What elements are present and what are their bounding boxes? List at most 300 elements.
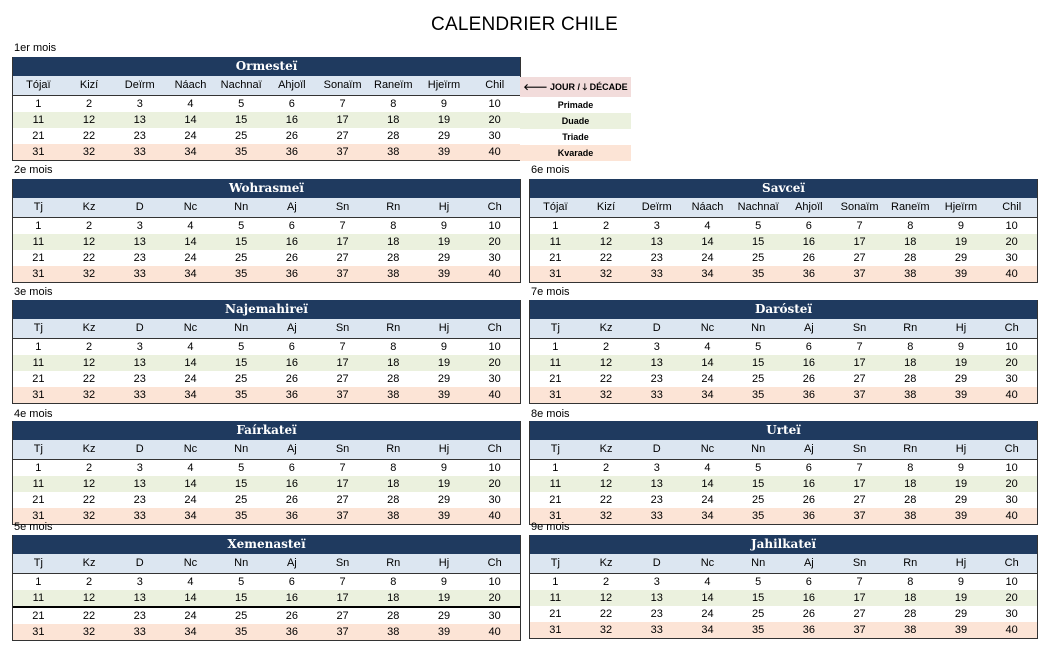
day-cell: 12 [82, 114, 96, 126]
day-cell: 4 [704, 576, 711, 588]
day-cell: 38 [387, 146, 400, 158]
day-cell: 34 [701, 268, 714, 280]
decade-row [13, 144, 520, 160]
day-cell: 17 [853, 357, 866, 369]
day-cell: 15 [752, 357, 765, 369]
day-cell: 21 [549, 494, 562, 506]
day-cell: 9 [440, 462, 448, 474]
weekday-name: Deïrm [124, 79, 155, 91]
weekday-name: Nn [751, 443, 766, 455]
day-cell: 18 [904, 592, 917, 604]
weekday-name: D [135, 322, 144, 334]
day-cell: 40 [1005, 268, 1018, 280]
day-cell: 28 [904, 494, 917, 506]
day-cell: 5 [755, 341, 762, 353]
day-cell: 6 [805, 341, 812, 353]
decade-row [13, 492, 520, 508]
day-cell: 20 [1005, 236, 1018, 248]
day-cell: 10 [488, 576, 501, 588]
day-cell: 38 [904, 389, 917, 401]
day-cell: 4 [187, 462, 194, 474]
weekday-name: D [135, 443, 144, 455]
day-cell: 18 [904, 478, 917, 490]
weekday-name: Sonaïm [840, 201, 879, 213]
day-cell: 2 [85, 576, 93, 588]
day-cell: 30 [488, 373, 501, 385]
day-cell: 8 [390, 462, 397, 474]
month-name: Najemahireï [13, 300, 520, 319]
weekday-name: Ch [487, 443, 502, 455]
month-table [12, 57, 521, 161]
day-cell: 19 [954, 592, 968, 604]
day-cell: 8 [907, 220, 914, 232]
month-table [12, 421, 521, 525]
weekday-name: Sonaïm [323, 79, 362, 91]
weekday-name: Tj [550, 443, 560, 455]
day-cell: 37 [336, 626, 349, 638]
day-cell: 3 [653, 576, 660, 588]
month-name: Jahilkateï [530, 535, 1037, 554]
weekday-name: Aj [286, 201, 297, 213]
weekday-name: Nn [234, 201, 249, 213]
day-cell: 37 [336, 510, 349, 522]
month-table [529, 535, 1038, 639]
day-cell: 22 [599, 373, 613, 385]
day-cell: 21 [32, 610, 45, 622]
weekday-header-row [530, 319, 1037, 339]
day-cell: 37 [336, 268, 349, 280]
day-cell: 33 [133, 626, 146, 638]
day-cell: 29 [437, 252, 451, 264]
weekday-name: Kz [599, 557, 613, 569]
weekday-name: Kz [82, 322, 96, 334]
day-cell: 32 [82, 389, 96, 401]
day-cell: 38 [387, 510, 400, 522]
weekday-name: Aj [286, 443, 297, 455]
month-number-label: 8e mois [531, 408, 570, 420]
day-cell: 23 [133, 373, 146, 385]
day-cell: 37 [336, 146, 349, 158]
day-cell: 36 [285, 389, 298, 401]
day-cell: 26 [285, 610, 298, 622]
weekday-name: D [652, 443, 661, 455]
day-cell: 8 [390, 341, 397, 353]
decade-row [530, 590, 1037, 606]
day-cell: 9 [440, 220, 448, 232]
weekday-name: Nc [183, 557, 198, 569]
day-cell: 18 [904, 357, 917, 369]
day-cell: 11 [32, 357, 45, 369]
day-cell: 34 [184, 268, 197, 280]
month-table [529, 179, 1038, 283]
weekday-name: Hjeïrm [944, 201, 978, 213]
day-cell: 5 [755, 576, 762, 588]
day-cell: 40 [488, 389, 501, 401]
day-cell: 5 [238, 462, 245, 474]
day-cell: 26 [802, 608, 815, 620]
day-cell: 9 [440, 341, 448, 353]
day-cell: 30 [488, 610, 501, 622]
day-cell: 35 [235, 510, 248, 522]
weekday-name: Nc [700, 322, 715, 334]
day-cell: 28 [904, 373, 917, 385]
day-cell: 2 [85, 341, 93, 353]
day-cell: 27 [853, 252, 866, 264]
day-cell: 10 [1005, 462, 1018, 474]
day-cell: 16 [802, 478, 815, 490]
day-cell: 1 [35, 462, 42, 474]
day-cell: 14 [184, 592, 197, 604]
day-cell: 1 [552, 341, 559, 353]
day-cell: 11 [549, 478, 562, 490]
weekday-name: Nn [751, 322, 766, 334]
decade-row [530, 234, 1037, 250]
day-cell: 26 [802, 373, 815, 385]
day-cell: 26 [285, 252, 298, 264]
day-cell: 7 [856, 576, 863, 588]
decade-row [530, 606, 1037, 622]
day-cell: 2 [85, 220, 93, 232]
day-cell: 24 [701, 494, 714, 506]
day-cell: 36 [285, 268, 298, 280]
day-cell: 36 [285, 626, 298, 638]
month-table [529, 300, 1038, 404]
day-cell: 35 [235, 626, 248, 638]
weekday-name: Nc [183, 443, 198, 455]
month-name: Savceï [530, 179, 1037, 198]
day-cell: 3 [136, 576, 143, 588]
day-cell: 4 [704, 462, 711, 474]
day-cell: 28 [387, 130, 400, 142]
day-cell: 25 [752, 373, 765, 385]
month-name: Urteï [530, 421, 1037, 440]
day-cell: 33 [650, 624, 663, 636]
decade-row [530, 266, 1037, 282]
weekday-name: Kz [82, 443, 96, 455]
decade-row [530, 622, 1037, 638]
day-cell: 28 [387, 252, 400, 264]
day-cell: 25 [235, 252, 248, 264]
day-cell: 32 [599, 624, 613, 636]
day-cell: 14 [701, 236, 714, 248]
month-table [529, 421, 1038, 525]
day-cell: 7 [339, 341, 346, 353]
weekday-header-row [13, 554, 520, 574]
weekday-name: Ch [487, 201, 502, 213]
decade-row [530, 250, 1037, 266]
day-cell: 34 [184, 510, 197, 522]
weekday-name: Kizí [79, 79, 99, 91]
day-cell: 5 [755, 220, 762, 232]
day-cell: 24 [184, 130, 197, 142]
day-cell: 1 [35, 341, 42, 353]
day-cell: 22 [599, 252, 613, 264]
day-cell: 7 [856, 462, 863, 474]
day-cell: 17 [853, 592, 866, 604]
day-cell: 24 [184, 610, 197, 622]
day-cell: 14 [701, 478, 714, 490]
decade-row [530, 574, 1037, 590]
day-cell: 11 [549, 236, 562, 248]
decade-legend [520, 77, 631, 161]
day-cell: 29 [954, 608, 968, 620]
day-cell: 37 [853, 510, 866, 522]
decade-row [13, 250, 520, 266]
weekday-name: Hjeïrm [427, 79, 461, 91]
weekday-name: Rn [386, 443, 401, 455]
day-cell: 1 [35, 220, 42, 232]
day-cell: 20 [488, 236, 501, 248]
day-cell: 20 [1005, 478, 1018, 490]
month-number-label: 2e mois [14, 164, 53, 176]
day-cell: 6 [288, 576, 295, 588]
weekday-name: Ch [1004, 557, 1019, 569]
day-cell: 17 [853, 478, 866, 490]
day-cell: 30 [1005, 252, 1018, 264]
day-cell: 13 [133, 114, 146, 126]
day-cell: 21 [32, 494, 45, 506]
legend-row-duade: Duade [520, 113, 631, 129]
weekday-name: Nn [234, 443, 249, 455]
day-cell: 23 [650, 252, 663, 264]
weekday-name: Tj [33, 443, 43, 455]
day-cell: 12 [599, 236, 613, 248]
day-cell: 9 [440, 98, 448, 110]
day-cell: 14 [701, 357, 714, 369]
day-cell: 34 [184, 389, 197, 401]
day-cell: 26 [285, 130, 298, 142]
day-cell: 30 [1005, 608, 1018, 620]
day-cell: 27 [336, 130, 349, 142]
day-cell: 27 [853, 373, 866, 385]
decade-row [13, 590, 520, 606]
weekday-name: Aj [803, 443, 814, 455]
day-cell: 39 [437, 268, 451, 280]
day-cell: 19 [954, 236, 968, 248]
day-cell: 7 [339, 462, 346, 474]
day-cell: 11 [32, 114, 45, 126]
day-cell: 13 [133, 236, 146, 248]
day-cell: 26 [285, 373, 298, 385]
day-cell: 36 [285, 510, 298, 522]
month-number-label: 3e mois [14, 286, 53, 298]
day-cell: 20 [1005, 357, 1018, 369]
month-table [12, 300, 521, 404]
decade-row [530, 460, 1037, 476]
day-cell: 32 [599, 268, 613, 280]
day-cell: 36 [285, 146, 298, 158]
day-cell: 16 [802, 236, 815, 248]
day-cell: 10 [488, 98, 501, 110]
day-cell: 4 [704, 220, 711, 232]
weekday-name: Nachnaï [737, 201, 779, 213]
weekday-name: Kz [599, 322, 613, 334]
day-cell: 34 [701, 624, 714, 636]
day-cell: 9 [957, 220, 965, 232]
day-cell: 12 [82, 478, 96, 490]
weekday-name: D [652, 322, 661, 334]
weekday-name: Ch [1004, 322, 1019, 334]
day-cell: 34 [184, 626, 197, 638]
day-cell: 39 [954, 510, 968, 522]
day-cell: 19 [437, 357, 451, 369]
day-cell: 23 [133, 610, 146, 622]
day-cell: 7 [339, 576, 346, 588]
weekday-name: Ch [487, 322, 502, 334]
decade-row [13, 112, 520, 128]
day-cell: 13 [650, 592, 663, 604]
weekday-name: Rn [903, 322, 918, 334]
day-cell: 22 [599, 494, 613, 506]
weekday-name: Nn [234, 557, 249, 569]
decade-row [530, 355, 1037, 371]
day-cell: 25 [235, 373, 248, 385]
day-cell: 11 [549, 592, 562, 604]
day-cell: 14 [184, 236, 197, 248]
day-cell: 11 [549, 357, 562, 369]
weekday-header-row [530, 554, 1037, 574]
weekday-name: Hj [955, 443, 967, 455]
day-cell: 13 [650, 357, 663, 369]
day-cell: 31 [549, 510, 562, 522]
month-name: Wohrasmeï [13, 179, 520, 198]
weekday-header-row [530, 198, 1037, 218]
decade-row [530, 476, 1037, 492]
day-cell: 23 [650, 494, 663, 506]
day-cell: 7 [856, 341, 863, 353]
month-name: Darósteï [530, 300, 1037, 319]
weekday-name: Ch [1004, 443, 1019, 455]
day-cell: 4 [187, 576, 194, 588]
day-cell: 15 [235, 357, 248, 369]
weekday-name: Aj [286, 557, 297, 569]
weekday-name: Tj [33, 201, 43, 213]
day-cell: 3 [653, 220, 660, 232]
weekday-name: Kizí [596, 201, 616, 213]
weekday-name: Hj [955, 557, 967, 569]
decade-row [13, 339, 520, 355]
day-cell: 36 [802, 389, 815, 401]
day-cell: 27 [336, 252, 349, 264]
day-cell: 20 [488, 592, 501, 604]
day-cell: 39 [437, 510, 451, 522]
day-cell: 24 [184, 373, 197, 385]
day-cell: 26 [802, 494, 815, 506]
weekday-name: Sn [852, 443, 867, 455]
day-cell: 13 [133, 478, 146, 490]
weekday-name: Rn [903, 443, 918, 455]
decade-row [530, 387, 1037, 403]
weekday-name: D [652, 557, 661, 569]
day-cell: 6 [805, 576, 812, 588]
day-cell: 37 [336, 389, 349, 401]
decade-row [13, 624, 520, 640]
day-cell: 1 [552, 220, 559, 232]
day-cell: 16 [285, 236, 298, 248]
month-number-label: 6e mois [531, 164, 570, 176]
month-number-label: 1er mois [14, 42, 57, 54]
day-cell: 40 [488, 510, 501, 522]
weekday-name: Sn [335, 322, 350, 334]
legend-row-primade: Primade [520, 97, 631, 113]
weekday-name: Náach [691, 201, 724, 213]
weekday-name: D [135, 557, 144, 569]
day-cell: 20 [1005, 592, 1018, 604]
day-cell: 13 [650, 236, 663, 248]
weekday-name: Rn [386, 557, 401, 569]
day-cell: 27 [336, 373, 349, 385]
day-cell: 30 [1005, 373, 1018, 385]
day-cell: 17 [336, 236, 349, 248]
day-cell: 1 [552, 576, 559, 588]
day-cell: 39 [437, 626, 451, 638]
day-cell: 14 [184, 478, 197, 490]
day-cell: 12 [599, 478, 613, 490]
day-cell: 29 [954, 373, 968, 385]
month-number-label: 7e mois [531, 286, 570, 298]
weekday-name: Rn [903, 557, 918, 569]
day-cell: 16 [802, 357, 815, 369]
day-cell: 35 [235, 268, 248, 280]
day-cell: 1 [35, 576, 42, 588]
day-cell: 39 [437, 389, 451, 401]
day-cell: 29 [437, 610, 451, 622]
day-cell: 14 [184, 114, 197, 126]
weekday-name: Tj [550, 557, 560, 569]
day-cell: 23 [650, 608, 663, 620]
day-cell: 9 [440, 576, 448, 588]
day-cell: 27 [336, 610, 349, 622]
weekday-name: Nc [183, 201, 198, 213]
day-cell: 33 [133, 146, 146, 158]
weekday-name: Nc [183, 322, 198, 334]
day-cell: 5 [238, 576, 245, 588]
weekday-name: Chil [485, 79, 505, 91]
day-cell: 11 [32, 236, 45, 248]
day-cell: 10 [1005, 576, 1018, 588]
day-cell: 28 [904, 252, 917, 264]
day-cell: 7 [339, 220, 346, 232]
day-cell: 16 [285, 357, 298, 369]
day-cell: 1 [552, 462, 559, 474]
day-cell: 34 [701, 389, 714, 401]
day-cell: 5 [238, 220, 245, 232]
decade-row [530, 508, 1037, 524]
day-cell: 19 [954, 357, 968, 369]
day-cell: 25 [235, 494, 248, 506]
day-cell: 18 [904, 236, 917, 248]
day-cell: 26 [285, 494, 298, 506]
day-cell: 40 [1005, 624, 1018, 636]
day-cell: 5 [755, 462, 762, 474]
day-cell: 24 [701, 373, 714, 385]
day-cell: 6 [288, 462, 295, 474]
day-cell: 33 [133, 389, 146, 401]
day-cell: 3 [136, 98, 143, 110]
day-cell: 21 [32, 130, 45, 142]
weekday-name: Nc [700, 557, 715, 569]
day-cell: 32 [599, 510, 613, 522]
weekday-name: Nachnaï [220, 79, 262, 91]
day-cell: 33 [133, 268, 146, 280]
weekday-name: Rn [386, 201, 401, 213]
day-cell: 8 [907, 341, 914, 353]
day-cell: 6 [805, 462, 812, 474]
decade-row [13, 266, 520, 282]
day-cell: 21 [549, 373, 562, 385]
day-cell: 21 [32, 373, 45, 385]
weekday-name: Sn [335, 557, 350, 569]
